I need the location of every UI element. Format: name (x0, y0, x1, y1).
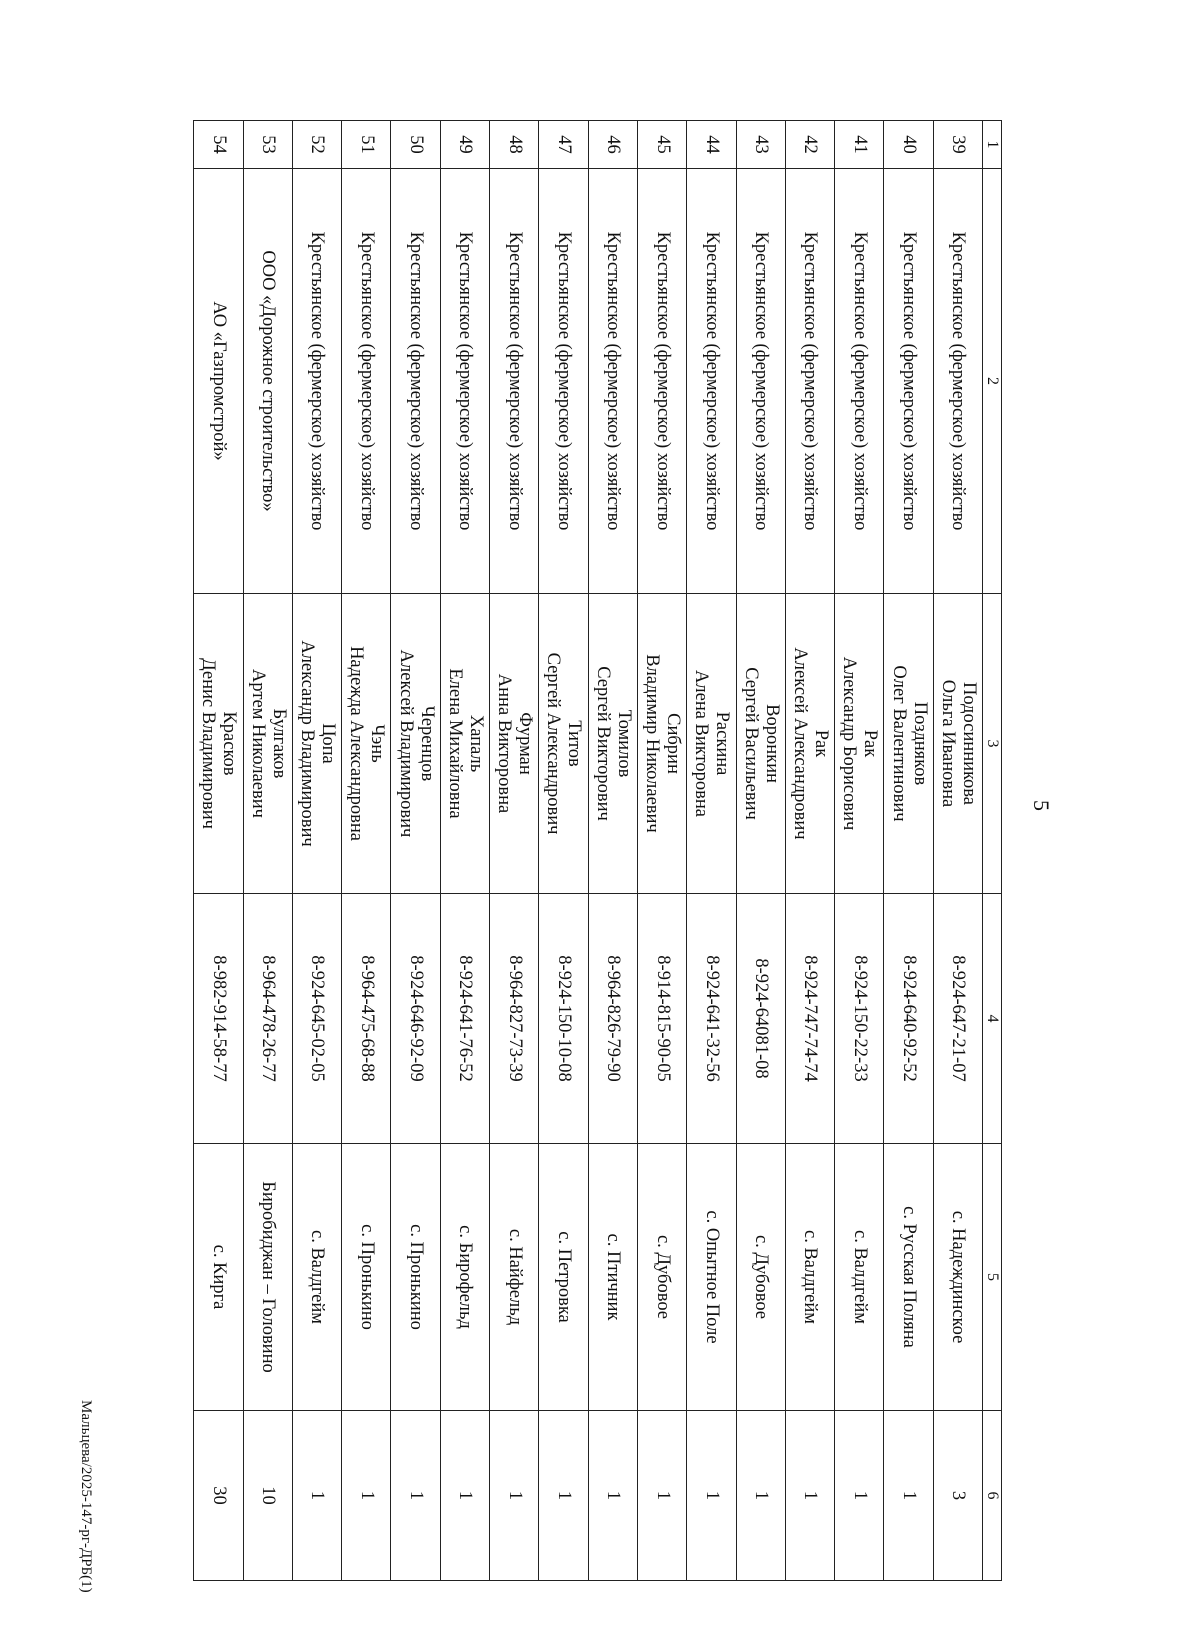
organization-cell: Крестьянское (фермерское) хозяйство (785, 169, 834, 594)
organization-cell: Крестьянское (фермерское) хозяйство (637, 169, 686, 594)
organization-cell: Крестьянское (фермерское) хозяйство (342, 169, 391, 594)
table-body (194, 121, 983, 1581)
row-number-cell: 46 (588, 121, 637, 169)
table-row (194, 121, 243, 1581)
locality-cell: с. Дубовое (637, 1144, 686, 1411)
contact-given-names: Алексей Владимирович (395, 649, 416, 838)
column-number-cell: 3 (983, 594, 1002, 894)
row-number-cell: 47 (539, 121, 588, 169)
table-row (933, 121, 982, 1581)
column-number-cell: 5 (983, 1144, 1002, 1411)
phone-cell: 8-924-150-22-33 (835, 894, 884, 1144)
locality-cell: с. Русская Поляна (884, 1144, 933, 1411)
column-number-cell: 6 (983, 1411, 1002, 1581)
contact-given-names: Сергей Васильевич (740, 667, 761, 820)
count-cell: 1 (785, 1411, 834, 1581)
contact-person-cell (539, 594, 588, 894)
organization-cell: Крестьянское (фермерское) хозяйство (440, 169, 489, 594)
organization-cell: ООО «Дорожное строительство» (243, 169, 292, 594)
contact-surname: Подосинникова (958, 681, 979, 805)
contact-surname: Раскина (712, 711, 733, 776)
contact-given-names: Алена Викторовна (691, 670, 712, 817)
table-row (440, 121, 489, 1581)
locality-cell: с. Дубовое (736, 1144, 785, 1411)
locality-cell: Биробиджан – Головино (243, 1144, 292, 1411)
contact-person-cell (194, 594, 243, 894)
phone-cell: 8-924-747-74-74 (785, 894, 834, 1144)
locality-cell: с. Найфельд (490, 1144, 539, 1411)
column-number-cell: 4 (983, 894, 1002, 1144)
contact-person-cell (933, 594, 982, 894)
contact-surname: Воронкин (761, 704, 782, 783)
table-row (835, 121, 884, 1581)
phone-cell: 8-964-826-79-90 (588, 894, 637, 1144)
contact-person-cell (736, 594, 785, 894)
contact-person-cell (490, 594, 539, 894)
row-number-cell: 48 (490, 121, 539, 169)
phone-cell: 8-924-647-21-07 (933, 894, 982, 1144)
contact-person-cell (342, 594, 391, 894)
organization-cell: Крестьянское (фермерское) хозяйство (687, 169, 736, 594)
contact-surname: Поздняков (909, 701, 930, 786)
contact-surname: Сибрин (663, 713, 684, 774)
contact-person-cell (292, 594, 341, 894)
organization-cell: Крестьянское (фермерское) хозяйство (835, 169, 884, 594)
organization-cell: Крестьянское (фермерское) хозяйство (588, 169, 637, 594)
organization-cell: АО «Газпромстрой» (194, 169, 243, 594)
rotated-document-page (78, 120, 1054, 1593)
count-cell: 1 (292, 1411, 341, 1581)
locality-cell: с. Пронькино (342, 1144, 391, 1411)
locality-cell: с. Кирга (194, 1144, 243, 1411)
table-row (884, 121, 933, 1581)
table-row (342, 121, 391, 1581)
locality-cell: с. Птичник (588, 1144, 637, 1411)
phone-cell: 8-924-64081-08 (736, 894, 785, 1144)
contact-person-cell (687, 594, 736, 894)
contact-given-names: Анна Викторовна (494, 673, 515, 814)
count-cell: 1 (736, 1411, 785, 1581)
contact-person-cell (391, 594, 440, 894)
contact-surname: Хапаль (465, 714, 486, 773)
count-cell: 1 (539, 1411, 588, 1581)
row-number-cell: 42 (785, 121, 834, 169)
table-row (588, 121, 637, 1581)
count-cell: 1 (835, 1411, 884, 1581)
contact-surname: Красков (219, 711, 240, 776)
phone-cell: 8-982-914-58-77 (194, 894, 243, 1144)
count-cell: 1 (490, 1411, 539, 1581)
contact-surname: Цопа (318, 723, 338, 764)
contact-given-names: Олег Валентинович (888, 665, 909, 822)
contact-given-names: Александр Борисович (839, 656, 860, 831)
table-row (539, 121, 588, 1581)
count-cell: 1 (637, 1411, 686, 1581)
row-number-cell: 53 (243, 121, 292, 169)
locality-cell: с. Бирофельд (440, 1144, 489, 1411)
column-number-cell: 2 (983, 169, 1002, 594)
contact-surname: Рак (810, 729, 831, 758)
organization-cell: Крестьянское (фермерское) хозяйство (884, 169, 933, 594)
table-row (637, 121, 686, 1581)
contact-person-cell (637, 594, 686, 894)
contact-surname: Томилов (613, 709, 634, 778)
phone-cell: 8-924-641-32-56 (687, 894, 736, 1144)
phone-cell: 8-924-641-76-52 (440, 894, 489, 1144)
contact-given-names: Артем Николаевич (247, 669, 268, 818)
row-number-cell: 41 (835, 121, 884, 169)
table-row (292, 121, 341, 1581)
table-row (785, 121, 834, 1581)
contact-given-names: Елена Михайловна (444, 668, 465, 819)
contact-given-names: Сергей Александрович (543, 652, 564, 835)
organization-cell: Крестьянское (фермерское) хозяйство (391, 169, 440, 594)
phone-cell: 8-964-475-68-88 (342, 894, 391, 1144)
locality-cell: с. Валдгейм (835, 1144, 884, 1411)
phone-cell: 8-924-150-10-08 (539, 894, 588, 1144)
organization-cell: Крестьянское (фермерское) хозяйство (539, 169, 588, 594)
contact-person-cell (884, 594, 933, 894)
row-number-cell: 45 (637, 121, 686, 169)
row-number-cell: 44 (687, 121, 736, 169)
contact-given-names: Александр Владимирович (297, 640, 317, 847)
contact-surname: Фурман (515, 712, 536, 775)
row-number-cell: 39 (933, 121, 982, 169)
locality-cell: с. Пронькино (391, 1144, 440, 1411)
count-cell: 1 (687, 1411, 736, 1581)
phone-cell: 8-924-640-92-52 (884, 894, 933, 1144)
contact-surname: Булгаков (268, 708, 289, 779)
contact-given-names: Ольга Ивановна (937, 679, 958, 808)
phone-cell: 8-964-478-26-77 (243, 894, 292, 1144)
table-row (736, 121, 785, 1581)
locality-cell: с. Опытное Поле (687, 1144, 736, 1411)
contact-given-names: Владимир Николаевич (642, 654, 663, 833)
contact-surname: Рак (860, 729, 881, 758)
count-cell: 3 (933, 1411, 982, 1581)
table-row (391, 121, 440, 1581)
registry-table (193, 120, 1002, 1581)
contact-surname: Черенцов (416, 705, 437, 782)
contact-person-cell (243, 594, 292, 894)
contact-given-names: Алексей Александрович (789, 647, 810, 840)
row-number-cell: 54 (194, 121, 243, 169)
contact-surname: Титов (564, 720, 585, 767)
contact-given-names: Сергей Викторович (592, 666, 613, 821)
row-number-cell: 40 (884, 121, 933, 169)
row-number-cell: 51 (342, 121, 391, 169)
row-number-cell: 49 (440, 121, 489, 169)
count-cell: 1 (391, 1411, 440, 1581)
phone-cell: 8-914-815-90-05 (637, 894, 686, 1144)
contact-surname: Чэнь (367, 724, 388, 763)
locality-cell: с. Валдгейм (785, 1144, 834, 1411)
contact-person-cell (588, 594, 637, 894)
count-cell: 1 (588, 1411, 637, 1581)
count-cell: 1 (342, 1411, 391, 1581)
table-row (687, 121, 736, 1581)
phone-cell: 8-964-827-73-39 (490, 894, 539, 1144)
organization-cell: Крестьянское (фермерское) хозяйство (490, 169, 539, 594)
count-cell: 10 (243, 1411, 292, 1581)
count-cell: 1 (884, 1411, 933, 1581)
locality-cell: с. Надеждинское (933, 1144, 982, 1411)
contact-person-cell (440, 594, 489, 894)
contact-person-cell (835, 594, 884, 894)
column-number-cell: 1 (983, 121, 1002, 169)
document-reference-code: Мальцева/2025-147-рг-ДРБ(1) (78, 1400, 94, 1593)
contact-person-cell (785, 594, 834, 894)
organization-cell: Крестьянское (фермерское) хозяйство (933, 169, 982, 594)
row-number-cell: 52 (292, 121, 341, 169)
contact-given-names: Надежда Александровна (346, 646, 367, 841)
page-number: 5 (1029, 800, 1054, 811)
column-number-row (983, 121, 1002, 1581)
locality-cell: с. Валдгейм (292, 1144, 341, 1411)
phone-cell: 8-924-646-92-09 (391, 894, 440, 1144)
organization-cell: Крестьянское (фермерское) хозяйство (736, 169, 785, 594)
table-row (243, 121, 292, 1581)
table-row (490, 121, 539, 1581)
count-cell: 1 (440, 1411, 489, 1581)
count-cell: 30 (194, 1411, 243, 1581)
contact-given-names: Денис Владимирович (198, 658, 219, 829)
row-number-cell: 50 (391, 121, 440, 169)
row-number-cell: 43 (736, 121, 785, 169)
organization-cell: Крестьянское (фермерское) хозяйство (292, 169, 341, 594)
locality-cell: с. Петровка (539, 1144, 588, 1411)
phone-cell: 8-924-645-02-05 (292, 894, 341, 1144)
